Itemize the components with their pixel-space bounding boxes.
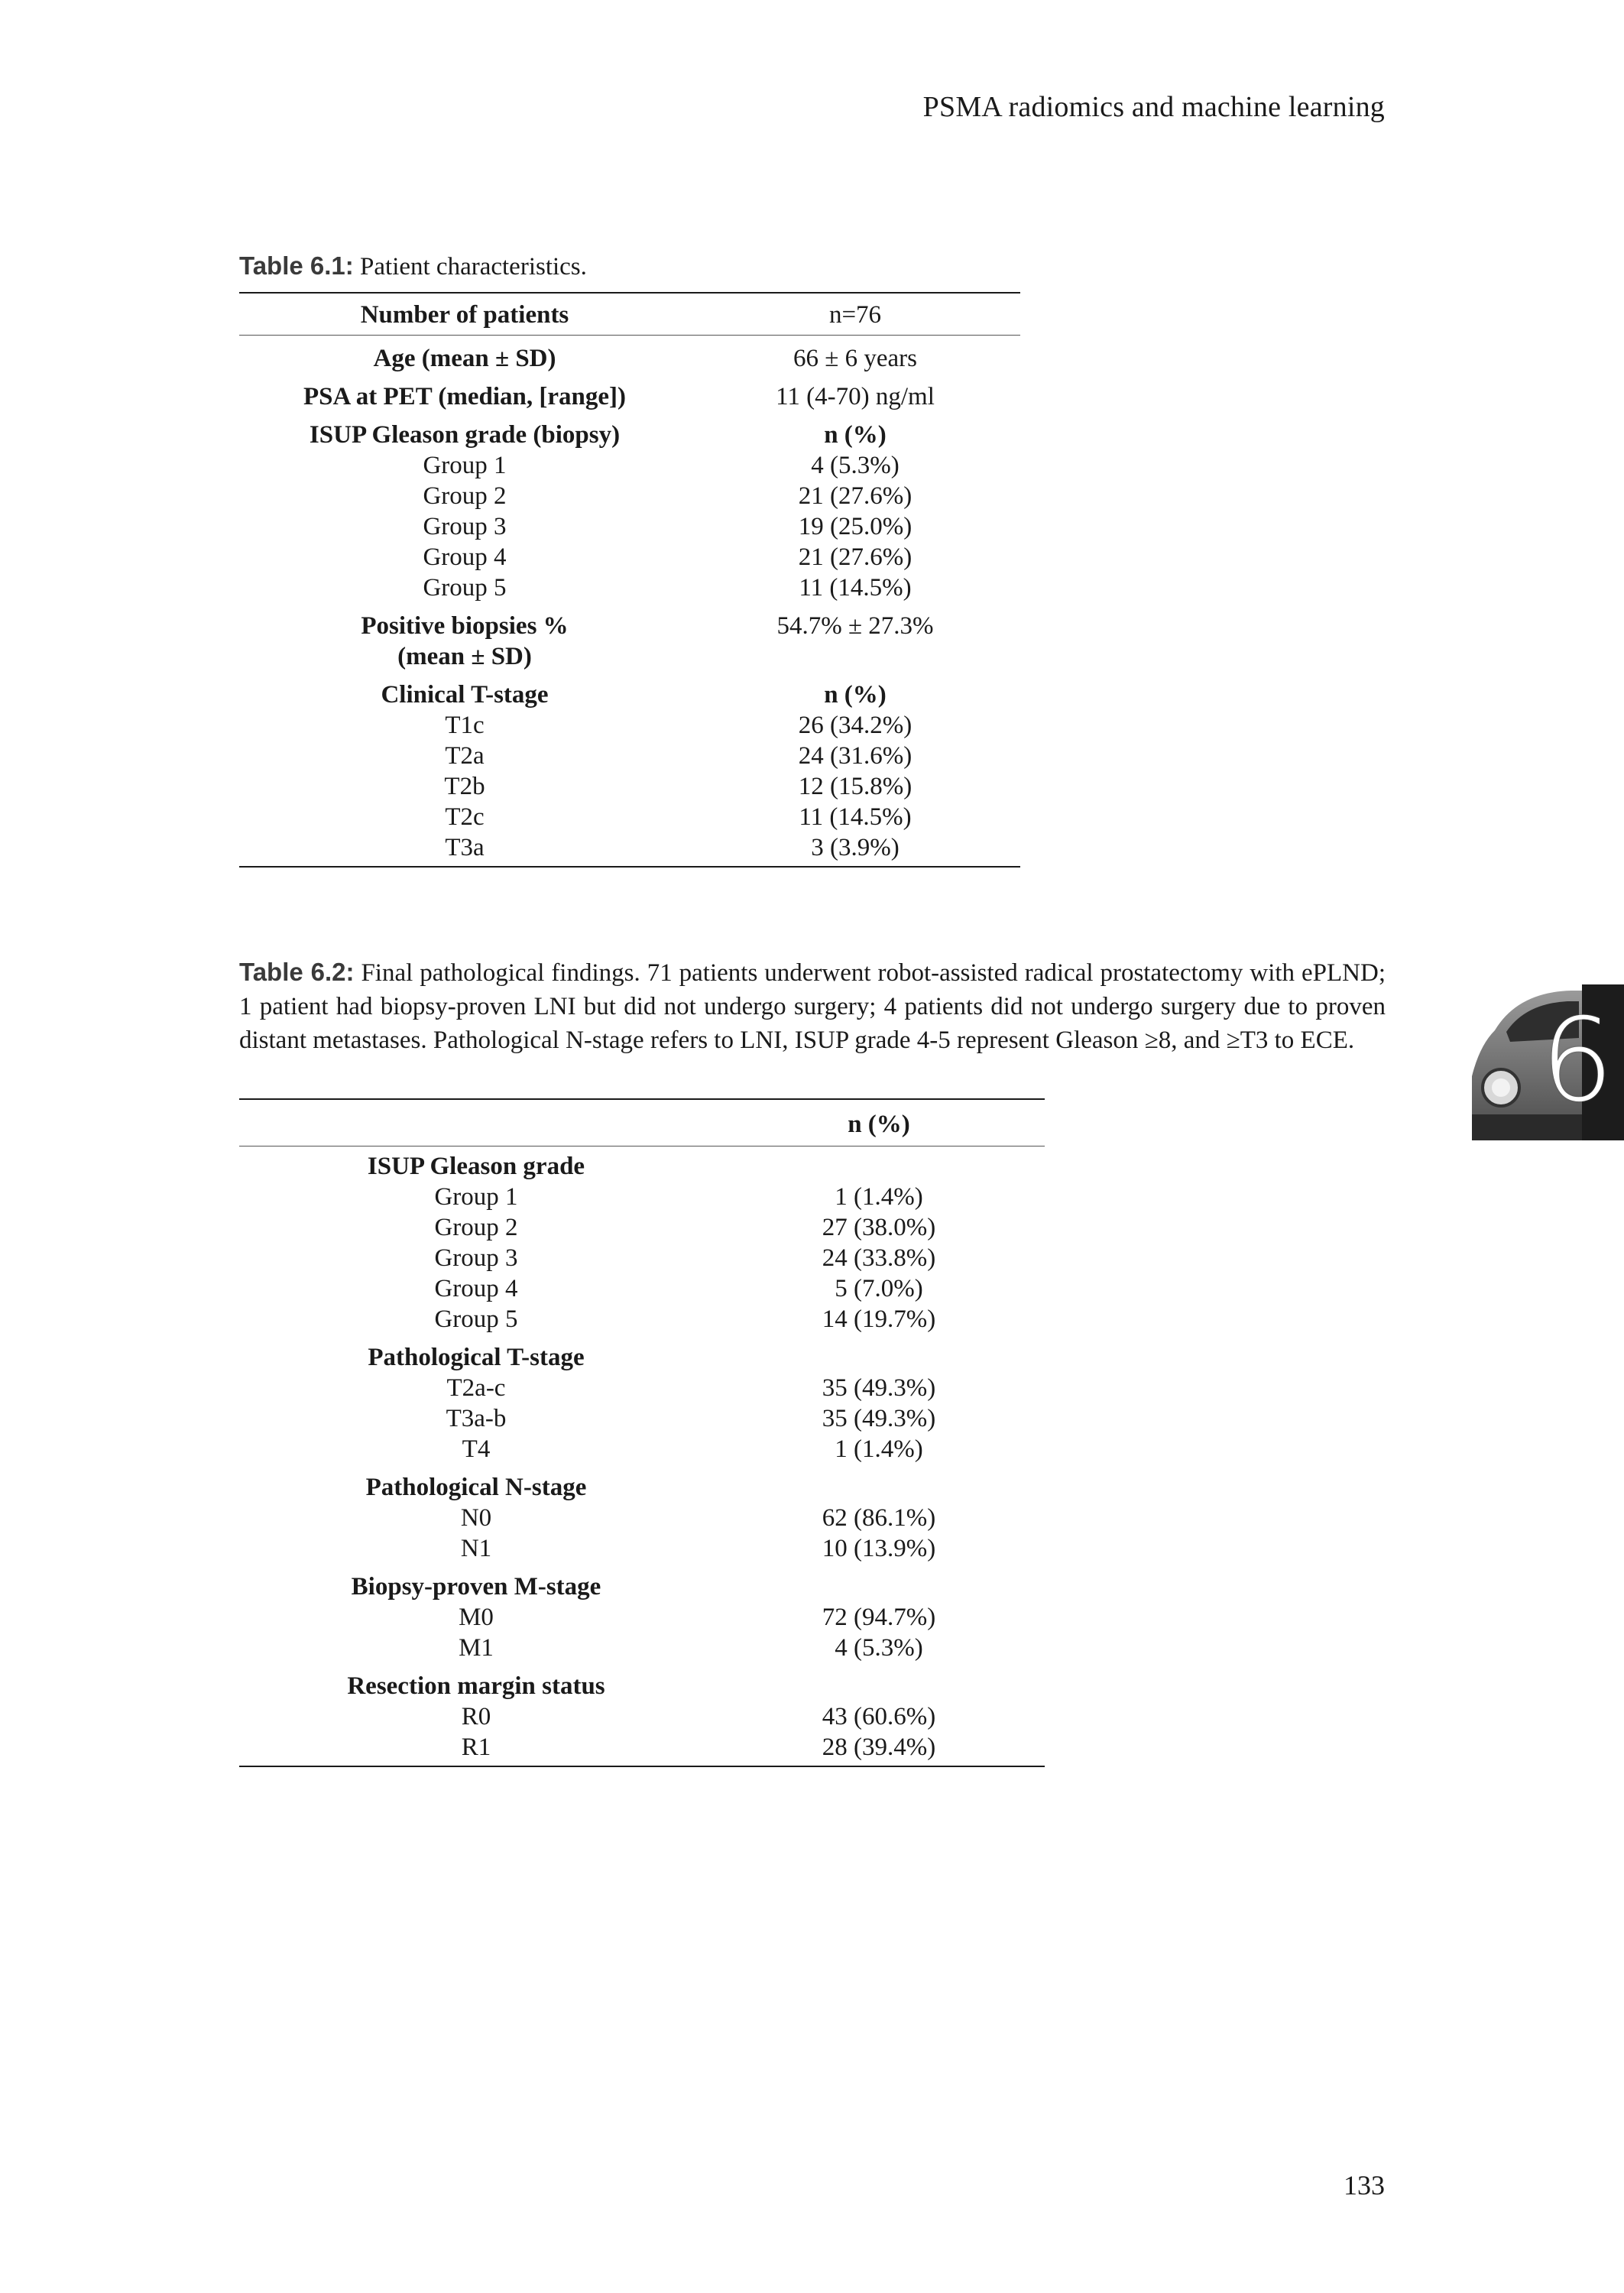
row-value: 19 (25.0%)	[798, 513, 912, 540]
table-row	[239, 481, 1020, 511]
table-header-row	[239, 1099, 1045, 1146]
row-label: T3a-b	[446, 1405, 507, 1432]
section-heading: ISUP Gleason grade	[367, 1153, 585, 1180]
row-label: Group 5	[434, 1305, 518, 1333]
row-value: 11 (4-70) ng/ml	[776, 383, 935, 410]
table-2-caption-text: Final pathological findings. 71 patients underwent robot-assisted radical prostatectomy with ePLND; 1 patient had biopsy-proven LNI but did not undergo surgery; 4 patients did not undergo surgery due to proven distant metastases. Pathological N-stage refers to LNI, ISUP grade 4-5 represent Gleason ≥8, and ≥T3 to ECE.	[239, 959, 1386, 1054]
table-row	[239, 1403, 1045, 1434]
row-label: M1	[459, 1634, 494, 1662]
row-value: 24 (33.8%)	[822, 1244, 936, 1272]
table-header-row	[239, 293, 1020, 336]
table-row	[239, 832, 1020, 867]
section-heading: Clinical T-stage	[381, 681, 549, 709]
table-2-caption-label: Table 6.2:	[239, 958, 355, 986]
row-value: 27 (38.0%)	[822, 1214, 936, 1241]
row-label-positive-biopsies	[239, 603, 690, 672]
row-value: 21 (27.6%)	[798, 543, 912, 571]
row-label: T2a-c	[446, 1374, 506, 1402]
section-heading: Resection margin status	[347, 1672, 605, 1700]
table-row	[239, 336, 1020, 375]
table-row	[239, 603, 1020, 672]
row-label: Group 4	[423, 543, 507, 571]
row-label: R1	[239, 1732, 713, 1766]
section-heading-row	[239, 1146, 1045, 1182]
table-row	[239, 1212, 1045, 1243]
row-value: 26 (34.2%)	[798, 712, 912, 739]
row-value: 14 (19.7%)	[822, 1305, 936, 1333]
section-heading-row	[239, 1564, 1045, 1602]
row-label: T2b	[444, 773, 485, 800]
row-label: T2a	[445, 742, 485, 770]
row-label: Group 3	[423, 513, 507, 540]
row-value: 28 (39.4%)	[713, 1732, 1045, 1766]
row-value: 12 (15.8%)	[798, 773, 912, 800]
row-value: 5 (7.0%)	[835, 1275, 923, 1302]
table-row	[239, 542, 1020, 572]
chapter-thumb-tab	[1472, 984, 1624, 1140]
section-heading: Biopsy-proven M-stage	[351, 1573, 601, 1601]
table-row	[239, 771, 1020, 802]
table-row	[239, 1434, 1045, 1464]
table-row	[239, 1533, 1045, 1564]
row-value: 11 (14.5%)	[799, 803, 912, 831]
row-value: 11 (14.5%)	[799, 574, 912, 602]
header-empty	[239, 1099, 713, 1146]
running-header: PSMA radiomics and machine learning	[922, 91, 1385, 123]
row-label: R0	[461, 1703, 491, 1730]
page-number: 133	[1344, 2170, 1385, 2201]
chapter-number: 6	[1541, 994, 1614, 1127]
section-heading-row	[239, 1663, 1045, 1701]
section-heading-row	[239, 412, 1020, 450]
table-row	[239, 1373, 1045, 1403]
table-row	[239, 1182, 1045, 1212]
section-heading-row	[239, 672, 1020, 710]
row-value: 10 (13.9%)	[822, 1535, 936, 1562]
row-label: Group 1	[434, 1183, 518, 1211]
row-label: N0	[460, 1504, 492, 1532]
table-row	[239, 450, 1020, 481]
table-row	[239, 1243, 1045, 1273]
section-heading: ISUP Gleason grade (biopsy)	[309, 421, 621, 449]
table-row	[239, 1503, 1045, 1533]
row-label: Group 2	[434, 1214, 518, 1241]
row-label: Group 5	[423, 574, 507, 602]
table-row	[239, 511, 1020, 542]
table-2-caption	[239, 955, 1386, 1057]
row-label: PSA at PET (median, [range])	[303, 383, 626, 410]
table-row	[239, 1633, 1045, 1663]
table-1-caption-text: Patient characteristics.	[360, 253, 587, 281]
row-value: 62 (86.1%)	[822, 1504, 936, 1532]
row-value: 35 (49.3%)	[822, 1374, 936, 1402]
row-value: 4 (5.3%)	[835, 1634, 923, 1662]
table-1-caption-label: Table 6.1:	[239, 251, 354, 280]
row-label: N1	[460, 1535, 492, 1562]
table-row	[239, 1602, 1045, 1633]
table-row	[239, 710, 1020, 741]
table-row	[239, 1732, 1045, 1766]
table-1-caption	[239, 249, 1080, 284]
table-row	[239, 1701, 1045, 1732]
row-label: Group 1	[423, 452, 507, 479]
table-row	[239, 802, 1020, 832]
table-row	[239, 1304, 1045, 1335]
header-n-percent: n (%)	[713, 1099, 1045, 1146]
table-patient-characteristics	[239, 292, 1020, 868]
row-value: 3 (3.9%)	[690, 832, 1020, 867]
table-pathological-findings	[239, 1098, 1045, 1767]
row-value: 43 (60.6%)	[822, 1703, 936, 1730]
section-heading: Pathological N-stage	[365, 1474, 587, 1501]
row-label-line: (mean ± SD)	[397, 643, 532, 670]
row-value: 35 (49.3%)	[822, 1405, 936, 1432]
row-label: M0	[459, 1604, 494, 1631]
row-value: 1 (1.4%)	[835, 1435, 923, 1463]
row-label: T4	[462, 1435, 491, 1463]
row-value: 66 ± 6 years	[793, 345, 917, 372]
table-row	[239, 374, 1020, 412]
row-label: T2c	[445, 803, 485, 831]
table-row	[239, 572, 1020, 603]
row-value: 21 (27.6%)	[798, 482, 912, 510]
row-label: T3a	[239, 832, 690, 867]
table-row	[239, 741, 1020, 771]
section-unit: n (%)	[824, 681, 887, 709]
row-value: 4 (5.3%)	[811, 452, 900, 479]
row-value: 54.7% ± 27.3%	[776, 612, 934, 640]
section-heading-row	[239, 1335, 1045, 1373]
row-value: 24 (31.6%)	[798, 742, 912, 770]
header-patient-count: n=76	[690, 293, 1020, 336]
header-number-of-patients: Number of patients	[239, 293, 690, 336]
table-row	[239, 1273, 1045, 1304]
section-heading-row	[239, 1464, 1045, 1503]
section-unit: n (%)	[824, 421, 887, 449]
section-heading: Pathological T-stage	[368, 1344, 585, 1371]
row-label-line: Positive biopsies %	[361, 612, 569, 640]
row-label: T1c	[445, 712, 485, 739]
row-label: Age (mean ± SD)	[373, 345, 556, 372]
row-value: 72 (94.7%)	[822, 1604, 936, 1631]
row-label: Group 3	[434, 1244, 518, 1272]
row-label: Group 4	[434, 1275, 518, 1302]
row-label: Group 2	[423, 482, 507, 510]
row-value: 1 (1.4%)	[835, 1183, 923, 1211]
